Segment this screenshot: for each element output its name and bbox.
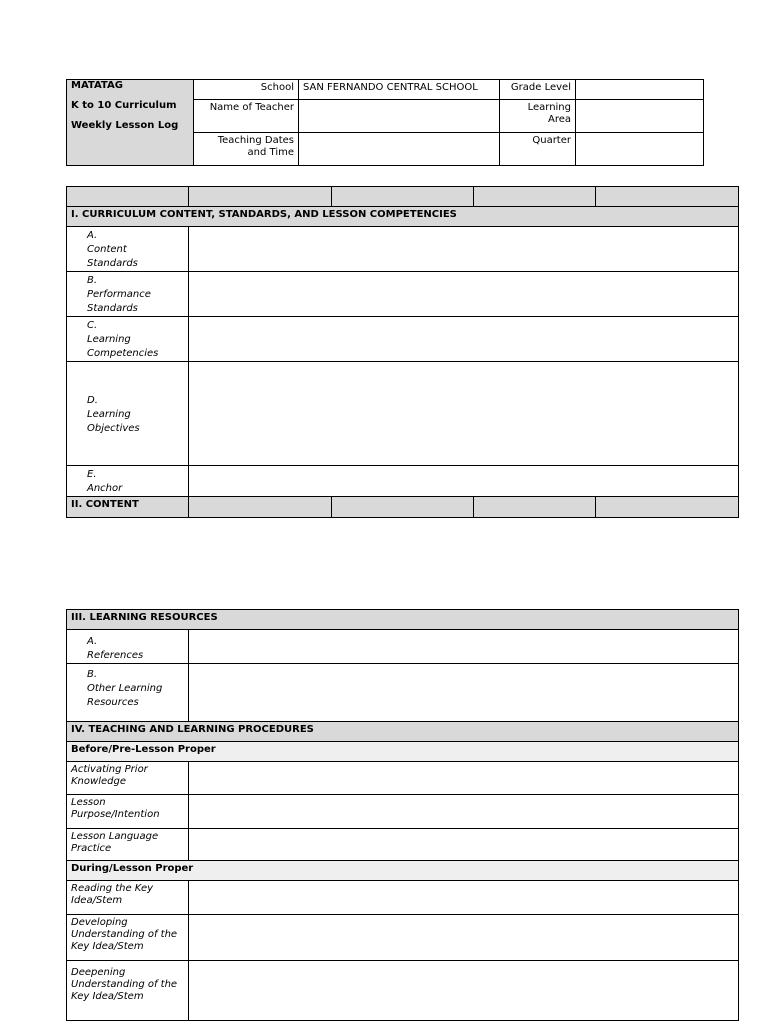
day-header-cell [67,187,189,207]
table-row [67,317,739,362]
table-row [67,915,739,961]
section-1-heading: I. CURRICULUM CONTENT, STANDARDS, AND LESSON COMPETENCIES [67,207,739,227]
school-label: School [194,80,299,100]
reading-key-idea-label: Reading the Key Idea/Stem [67,881,189,915]
lesson-purpose-field[interactable] [189,795,739,829]
teacher-field[interactable] [299,100,500,133]
activating-prior-knowledge-label: Activating Prior Knowledge [67,762,189,795]
teaching-dates-field[interactable] [299,133,500,166]
learning-competencies-field[interactable] [189,317,739,362]
developing-understanding-field[interactable] [189,915,739,961]
content-row [67,497,739,518]
title-line-3: Weekly Lesson Log [71,120,179,131]
anchor-field[interactable] [189,466,739,497]
developing-understanding-label: Developing Understanding of the Key Idea/Stem [67,915,189,961]
during-lesson-heading: During/Lesson Proper [67,861,739,881]
lesson-language-practice-field[interactable] [189,829,739,861]
resources-procedures-table [66,609,739,1021]
day-header-cell [474,187,596,207]
table-row [67,795,739,829]
day-header-cell [189,187,332,207]
content-standards-label: A.Content Standards [67,227,189,272]
before-lesson-heading: Before/Pre-Lesson Proper [67,742,739,762]
day-header-cell [332,187,474,207]
learning-objectives-field[interactable] [189,362,739,466]
learning-area-field[interactable] [576,100,704,133]
other-resources-field[interactable] [189,664,739,722]
deepening-understanding-field[interactable] [189,961,739,1021]
curriculum-section-table [66,186,739,518]
table-row [67,961,739,1021]
grade-level-field[interactable] [576,80,704,100]
other-resources-label: B.Other Learning Resources [67,664,189,722]
quarter-field[interactable] [576,133,704,166]
table-row [67,881,739,915]
reading-key-idea-field[interactable] [189,881,739,915]
title-line-1: MATATAG [71,80,123,91]
school-field[interactable]: SAN FERNANDO CENTRAL SCHOOL [299,80,500,100]
learning-competencies-label: C.Learning Competencies [67,317,189,362]
lesson-log-header-table [66,79,704,166]
table-row [67,466,739,497]
anchor-label: E.Anchor [67,466,189,497]
performance-standards-field[interactable] [189,272,739,317]
day-header-row [67,187,739,207]
title-line-2: K to 10 Curriculum [71,100,177,111]
content-standards-field[interactable] [189,227,739,272]
table-row [67,362,739,466]
references-field[interactable] [189,630,739,664]
table-row [67,829,739,861]
content-day-cell[interactable] [474,497,596,518]
activating-prior-knowledge-field[interactable] [189,762,739,795]
deepening-understanding-label: Deepening Understanding of the Key Idea/Stem [67,961,189,1021]
table-row [67,664,739,722]
table-row [67,630,739,664]
teaching-dates-label: Teaching Dates and Time [194,133,299,166]
day-header-cell [596,187,739,207]
table-row [67,227,739,272]
performance-standards-label: B.Performance Standards [67,272,189,317]
grade-level-label: Grade Level [500,80,576,100]
quarter-label: Quarter [500,133,576,166]
lesson-purpose-label: Lesson Purpose/Intention [67,795,189,829]
references-label: A.References [67,630,189,664]
learning-objectives-label: D.Learning Objectives [67,362,189,466]
lesson-language-practice-label: Lesson Language Practice [67,829,189,861]
learning-area-label: Learning Area [500,100,576,133]
section-2-heading: II. CONTENT [67,497,189,518]
table-row [67,272,739,317]
content-day-cell[interactable] [189,497,332,518]
content-day-cell[interactable] [332,497,474,518]
table-row [67,762,739,795]
section-4-heading: IV. TEACHING AND LEARNING PROCEDURES [67,722,739,742]
content-day-cell[interactable] [596,497,739,518]
teacher-label: Name of Teacher [194,100,299,133]
section-3-heading: III. LEARNING RESOURCES [67,610,739,630]
document-title-block [67,80,194,166]
